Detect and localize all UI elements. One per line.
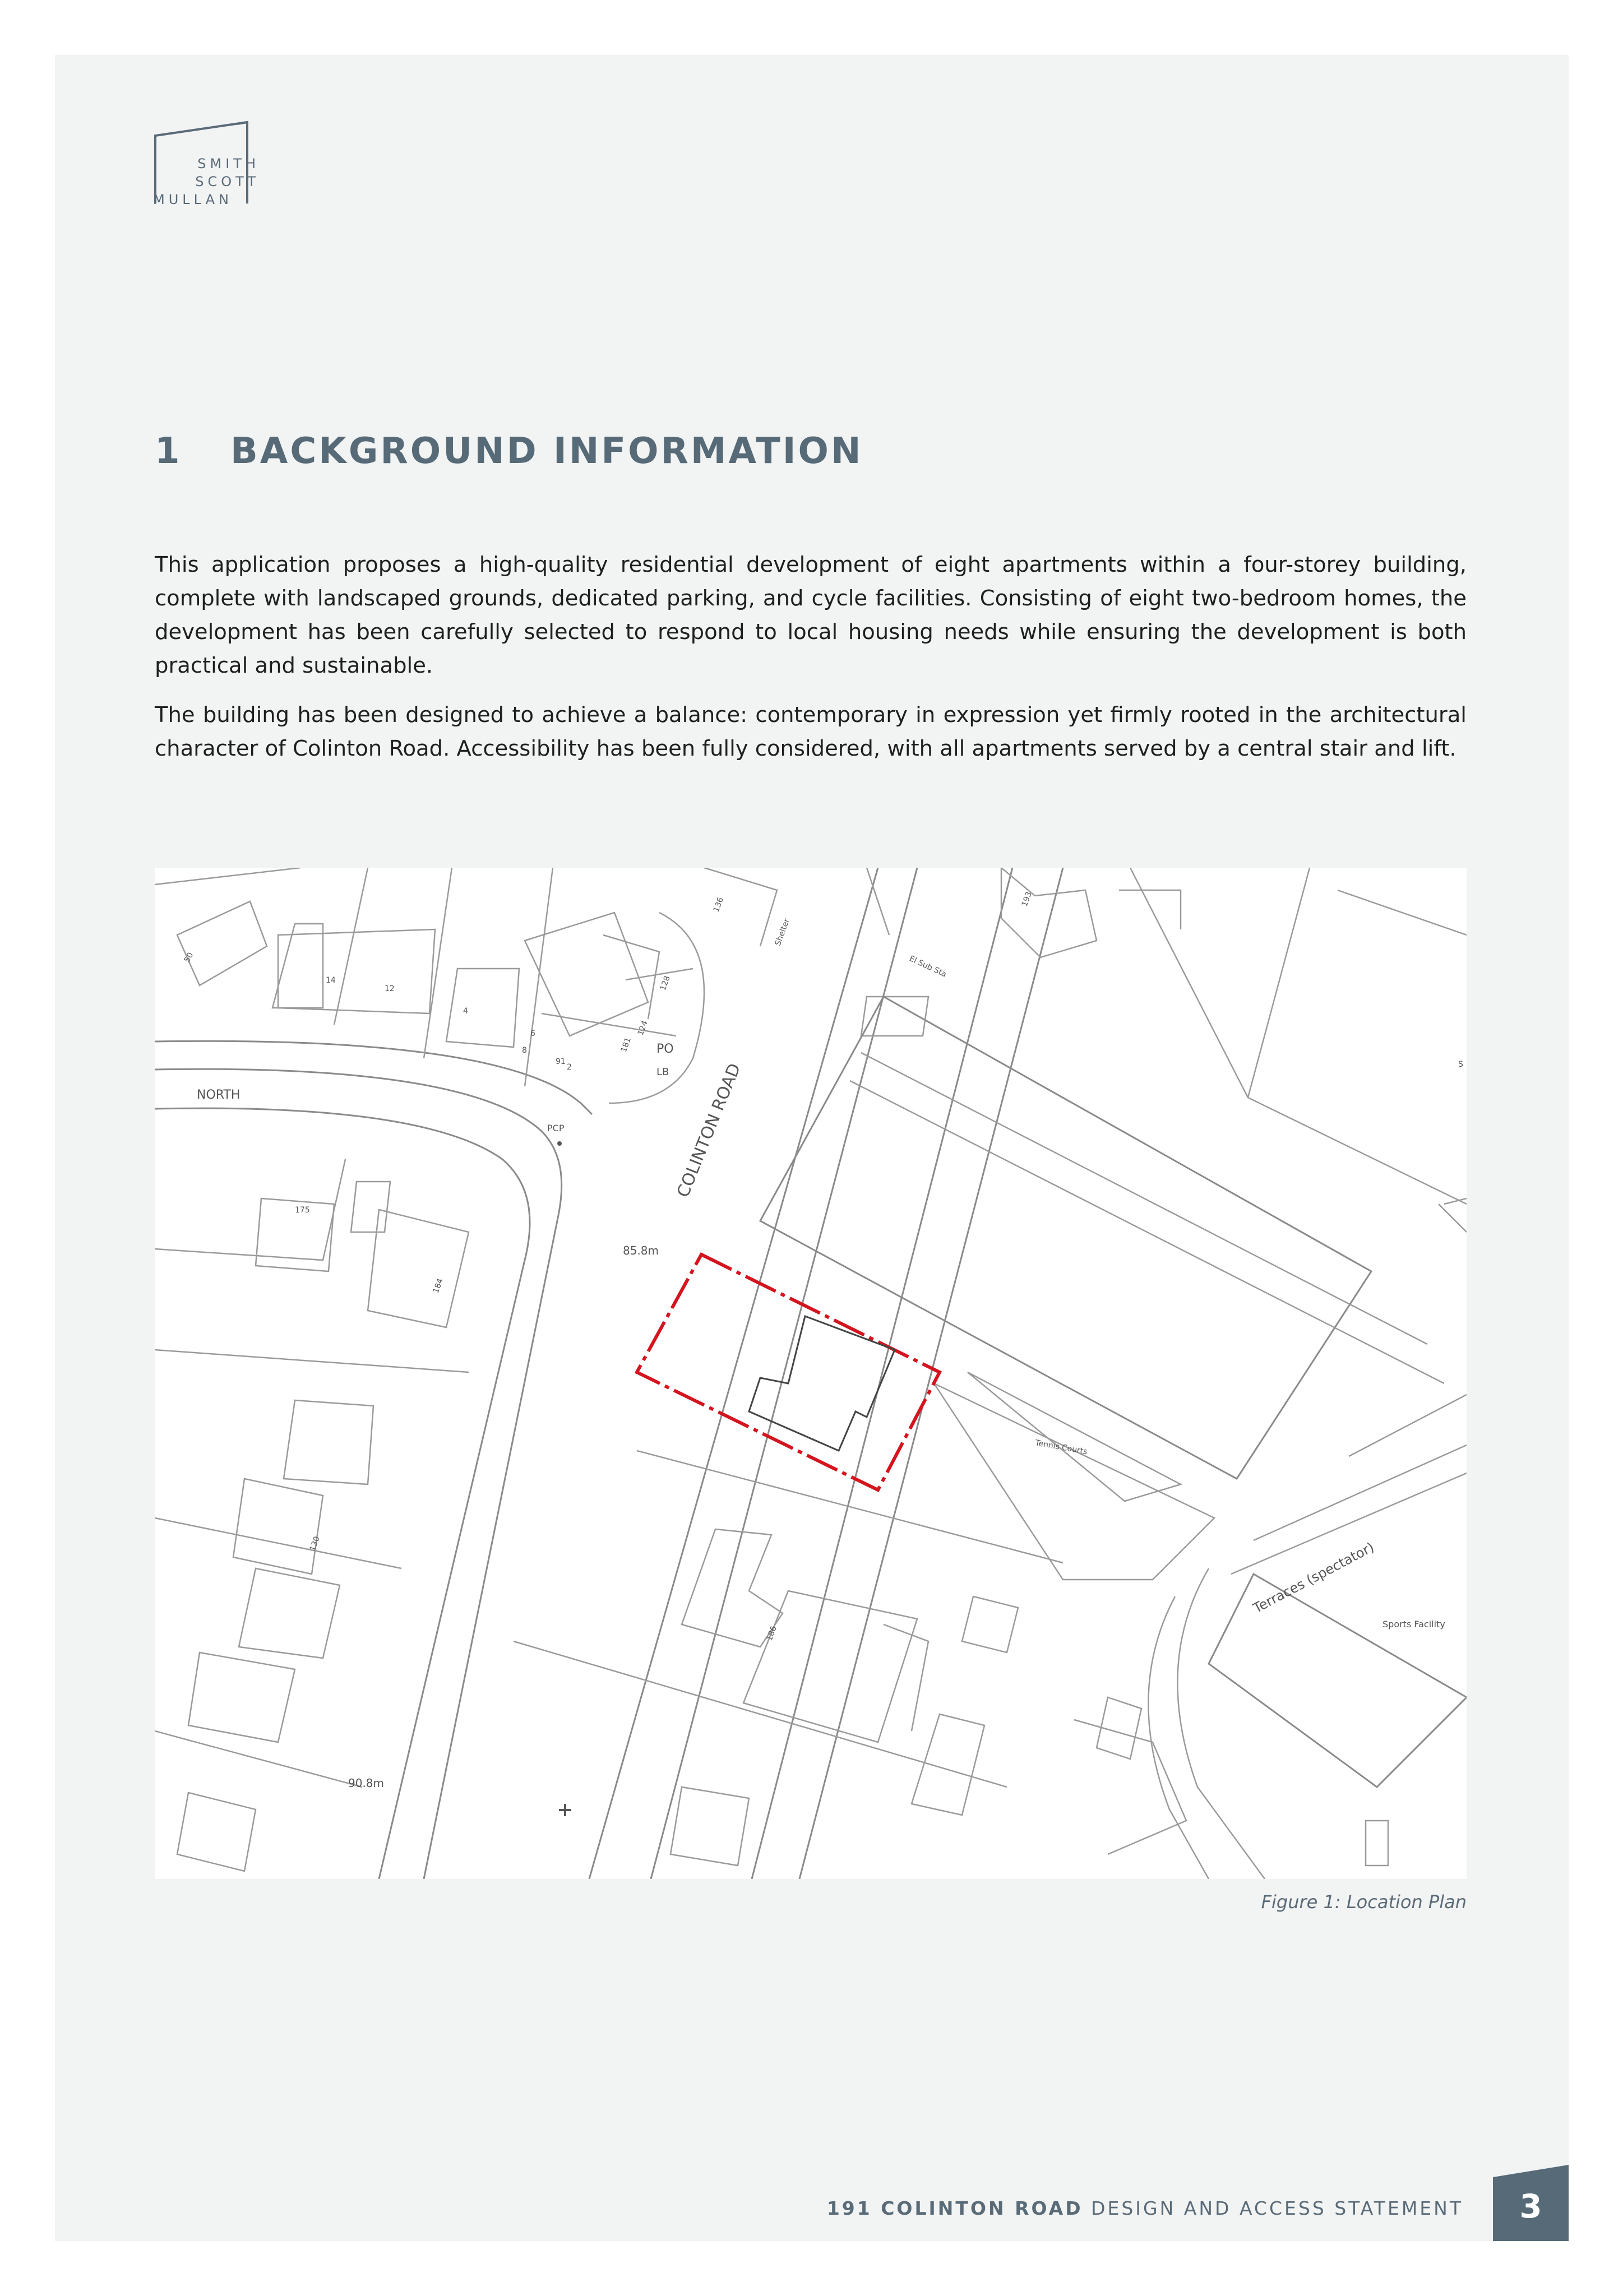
site-boundary xyxy=(637,1255,940,1490)
location-plan-map xyxy=(155,868,1467,1879)
paragraph: The building has been designed to achieve a balance: contemporary in expression yet firmly rooted in the architectural character of Colinton Road. Accessibility has been fully considered, with all apartments served by a central stair and lift. xyxy=(155,702,1467,761)
map-house-number: 4 xyxy=(463,1007,468,1016)
section-number: 1 xyxy=(155,430,182,472)
map-label-terraces: Terraces (spectator) xyxy=(1250,1539,1377,1617)
map-house-number: 181 xyxy=(619,1036,633,1054)
map-house-number: 6 xyxy=(530,1029,535,1038)
map-label-pcp: PCP xyxy=(547,1123,565,1133)
map-house-number: 186 xyxy=(765,1624,779,1642)
logo-line-3: MULLAN xyxy=(153,192,233,207)
document-page xyxy=(55,55,1569,2241)
map-label-tennis: Tennis Courts xyxy=(1034,1438,1088,1457)
map-house-number: 136 xyxy=(711,896,725,914)
section-title: BACKGROUND INFORMATION xyxy=(230,430,863,472)
logo-wordmark xyxy=(153,155,260,209)
map-spot-height: 85.8m xyxy=(623,1244,659,1257)
map-house-number: 184 xyxy=(431,1277,445,1295)
location-plan-drawing xyxy=(155,868,1467,1879)
map-house-number: 91 xyxy=(556,1057,566,1066)
footer-project: 191 COLINTON ROAD xyxy=(826,2197,1083,2219)
page-number-tab xyxy=(1493,2165,1569,2241)
map-label-road: COLINTON ROAD xyxy=(673,1061,745,1200)
building-footprint xyxy=(749,1316,895,1451)
map-house-number: 12 xyxy=(385,984,395,993)
page-number: 3 xyxy=(1519,2187,1542,2225)
map-house-number: 8 xyxy=(522,1046,527,1055)
body-text xyxy=(155,548,1467,781)
map-house-number: 124 xyxy=(636,1019,650,1037)
map-house-number: S xyxy=(1458,1060,1463,1069)
map-label-po: PO xyxy=(656,1042,674,1056)
map-house-number: 14 xyxy=(326,976,336,985)
section-heading xyxy=(155,430,863,472)
company-logo xyxy=(153,111,260,229)
logo-line-1: SMITH xyxy=(197,156,260,172)
map-spot-height: 90.8m xyxy=(348,1776,385,1790)
logo-line-2: SCOTT xyxy=(195,174,260,189)
map-label-shelter: Shelter xyxy=(773,917,792,947)
map-label-north: NORTH xyxy=(197,1088,241,1102)
paragraph: This application proposes a high-quality residential development of eight apartments within a four-storey building, complete with landscaped grounds, dedicated parking, and cycle facilities. Consisting of eight two-bedroom homes, the development has been carefully selected to respond to local housing needs while ensuring the development is both practical and sustainable. xyxy=(155,552,1467,678)
map-house-number: 50 xyxy=(182,951,196,964)
map-house-number: 193 xyxy=(1020,890,1034,908)
map-label-sports: Sports Facility xyxy=(1382,1619,1445,1630)
footer-doc-title: DESIGN AND ACCESS STATEMENT xyxy=(1091,2197,1463,2219)
map-house-number: 2 xyxy=(567,1063,572,1072)
map-house-number: 175 xyxy=(295,1206,310,1215)
figure-caption: Figure 1: Location Plan xyxy=(1261,1891,1467,1913)
map-house-number: 130 xyxy=(308,1535,322,1553)
map-label-lb: LB xyxy=(656,1066,669,1078)
page-footer xyxy=(827,2197,1463,2219)
map-house-number: 128 xyxy=(658,974,672,992)
map-label-elsub: El Sub Sta xyxy=(908,954,948,979)
